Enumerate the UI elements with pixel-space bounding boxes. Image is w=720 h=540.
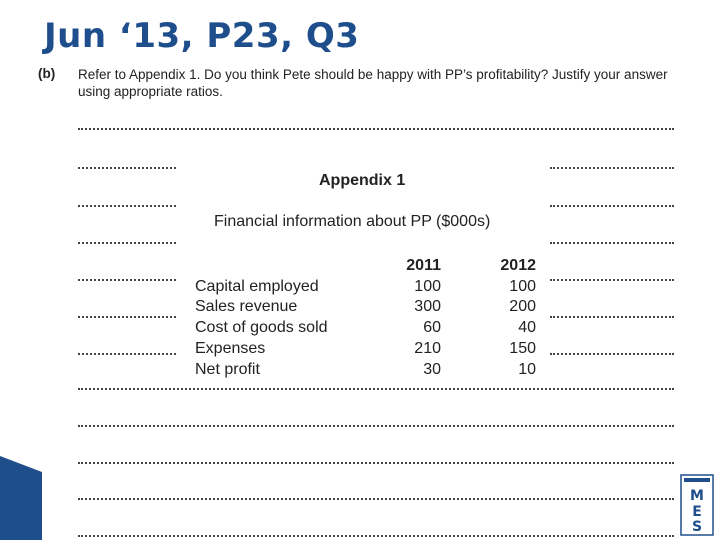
row-label: Cost of goods sold: [195, 319, 328, 337]
table-row: [195, 297, 536, 318]
answer-line: [78, 425, 674, 427]
table-row: [195, 318, 536, 339]
question-text: Refer to Appendix 1. Do you think Pete should be happy with PP’s profitability? Justify your answer using appropriate ratios.: [78, 67, 668, 99]
cell-2012: 200: [509, 298, 536, 316]
cell-2012: 40: [518, 319, 536, 337]
cell-2011: 60: [423, 319, 441, 337]
cell-2012: 10: [518, 360, 536, 378]
answer-line: [78, 242, 176, 244]
row-label: Expenses: [195, 339, 266, 357]
answer-line: [78, 535, 674, 537]
column-header-2012: 2012: [500, 257, 536, 274]
cell-2011: 210: [414, 339, 441, 357]
column-header-2011: 2011: [406, 257, 441, 274]
mes-logo-icon: [680, 474, 714, 536]
answer-line: [78, 353, 176, 355]
appendix-subtitle: Financial information about PP ($000s): [214, 213, 491, 230]
cell-2011: 100: [414, 277, 441, 295]
answer-line: [550, 279, 674, 281]
row-label: Sales revenue: [195, 298, 298, 316]
answer-line: [550, 205, 674, 207]
row-label: Net profit: [195, 360, 260, 378]
answer-line: [78, 462, 674, 464]
answer-line: [78, 316, 176, 318]
answer-line: [550, 167, 674, 169]
answer-line: [550, 242, 674, 244]
answer-line: [78, 279, 176, 281]
answer-line: [78, 205, 176, 207]
table-header-row: [195, 256, 536, 277]
question-label: (b): [38, 66, 56, 81]
svg-text:E: E: [692, 504, 702, 520]
table-row: [195, 339, 536, 360]
cell-2011: 300: [414, 298, 441, 316]
corner-decoration-icon: [0, 456, 42, 540]
svg-text:S: S: [691, 519, 703, 535]
answer-line: [78, 167, 176, 169]
row-label: Capital employed: [195, 277, 319, 295]
svg-text:M: M: [690, 488, 704, 504]
answer-line: [550, 316, 674, 318]
page-title: Jun ‘13, P23, Q3: [44, 16, 360, 56]
answer-line: [78, 128, 674, 130]
answer-line: [78, 388, 674, 390]
cell-2011: 30: [423, 360, 441, 378]
cell-2012: 100: [509, 277, 536, 295]
table-row: [195, 277, 536, 298]
cell-2012: 150: [509, 339, 536, 357]
table-row: [195, 360, 536, 381]
appendix-title: Appendix 1: [319, 172, 406, 189]
answer-line: [550, 353, 674, 355]
financial-table: [195, 256, 536, 380]
answer-line: [78, 498, 674, 500]
